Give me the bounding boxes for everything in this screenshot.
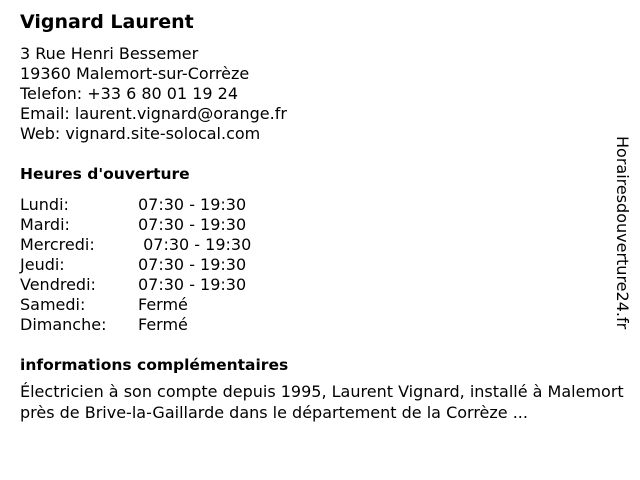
- day-hours: Fermé: [138, 295, 188, 314]
- email-address: Email: laurent.vignard@orange.fr: [20, 104, 287, 123]
- day-label: Samedi:: [20, 295, 86, 314]
- website: Web: vignard.site-solocal.com: [20, 124, 261, 143]
- day-hours: 07:30 - 19:30: [138, 215, 247, 234]
- day-label: Mardi:: [20, 215, 70, 234]
- hours-row-mercredi: [20, 235, 251, 255]
- day-hours: 07:30 - 19:30: [138, 275, 247, 294]
- day-hours: 07:30 - 19:30: [138, 235, 252, 254]
- day-hours: 07:30 - 19:30: [138, 195, 247, 214]
- day-label: Lundi:: [20, 195, 69, 214]
- hours-row-vendredi: [20, 275, 251, 295]
- day-label: Jeudi:: [20, 255, 65, 274]
- day-label: Dimanche:: [20, 315, 107, 334]
- hours-row-mardi: [20, 215, 251, 235]
- day-label: Vendredi:: [20, 275, 96, 294]
- street-address: 3 Rue Henri Bessemer: [20, 44, 199, 63]
- hours-heading: Heures d'ouverture: [20, 165, 190, 183]
- business-name: Vignard Laurent: [20, 11, 194, 33]
- contact-block: [20, 44, 287, 144]
- hours-row-dimanche: [20, 315, 251, 335]
- info-heading: informations complémentaires: [20, 356, 289, 374]
- day-hours: Fermé: [138, 315, 188, 334]
- hours-table: [20, 195, 251, 335]
- info-description: Électricien à son compte depuis 1995, Laurent Vignard, installé à Malemort près de Brive-la-Gaillarde dans le département de la Corrèze ...: [20, 382, 624, 422]
- day-hours: 07:30 - 19:30: [138, 255, 247, 274]
- phone-number: Telefon: +33 6 80 01 19 24: [20, 84, 239, 103]
- site-watermark: Horairesdouverture24.fr: [613, 136, 632, 330]
- hours-row-lundi: [20, 195, 251, 215]
- day-label: Mercredi:: [20, 235, 95, 254]
- hours-row-samedi: [20, 295, 251, 315]
- hours-row-jeudi: [20, 255, 251, 275]
- city-address: 19360 Malemort-sur-Corrèze: [20, 64, 250, 83]
